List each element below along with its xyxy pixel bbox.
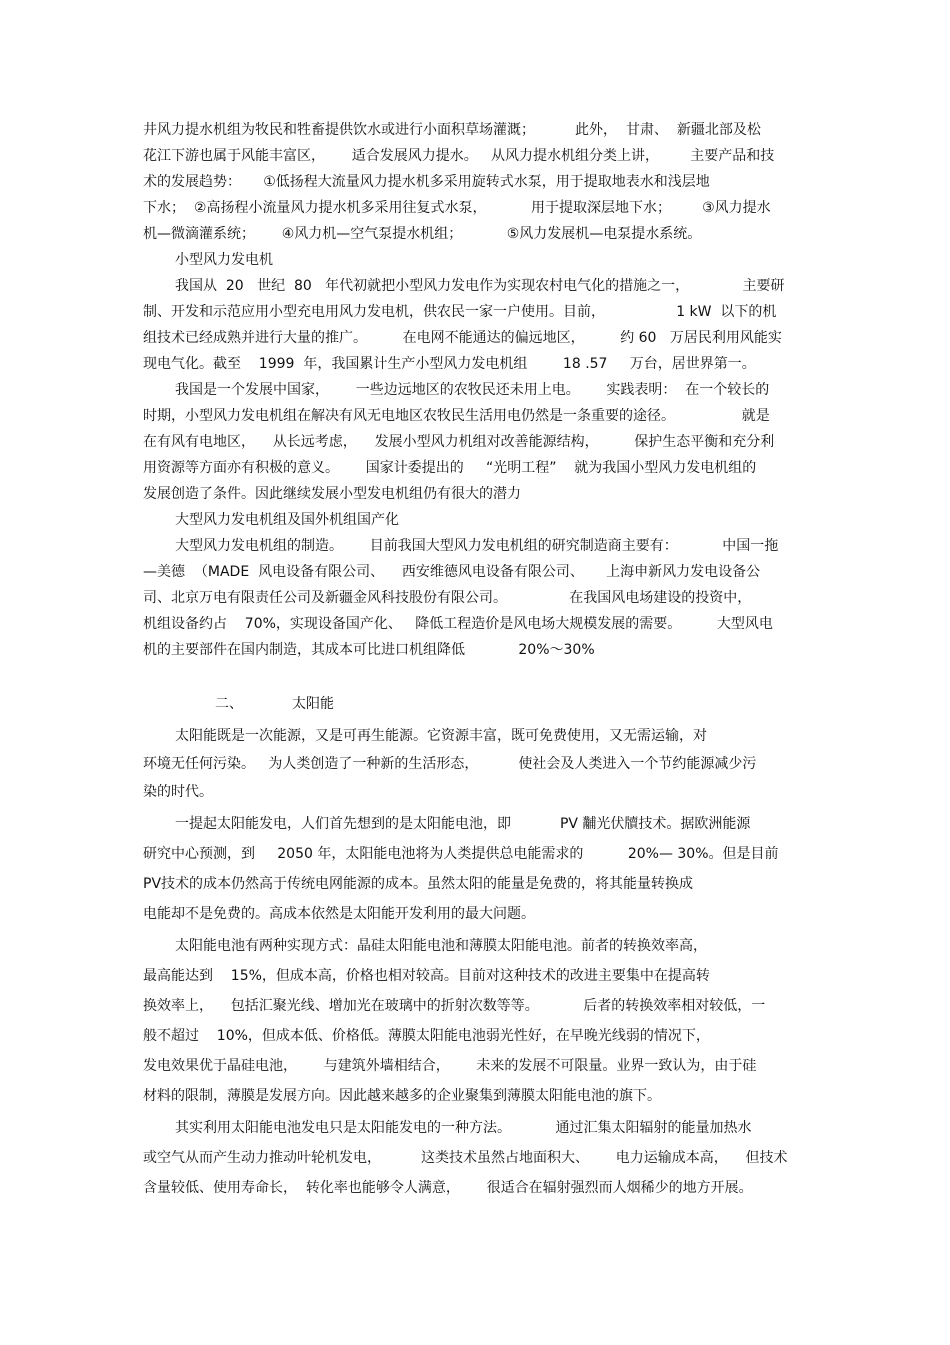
text-line: 我国从 20 世纪 80 年代初就把小型风力发电作为实现农村电气化的措施之一， 主要研 [175, 278, 785, 294]
text-line: 染的时代。 [143, 784, 213, 800]
text-line: 用资源等方面亦有积极的意义。 国家计委提出的 “光明工程” 就为我国小型风力发电机组的 [143, 460, 757, 476]
text-line: 环境无任何污染。 为人类创造了一种新的生活形态， 使社会及人类进入一个节约能源减少污 [143, 756, 757, 772]
text-line: —美德 （MADE 风电设备有限公司、 西安维德风电设备有限公司、 上海申新风力发电设备公 [143, 564, 761, 580]
text-line: 花江下游也属于风能丰富区， 适合发展风力提水。 从风力提水机组分类上讲， 主要产品和技 [143, 148, 775, 164]
text-line: 大型风力发电机组的制造。 目前我国大型风力发电机组的研究制造商主要有： 中国一拖 [175, 538, 779, 554]
text-line: 在有风有电地区， 从长远考虑， 发展小型风力机组对改善能源结构， 保护生态平衡和充分利 [143, 434, 775, 450]
text-line: 现电气化。截至 1999 年，我国累计生产小型风力发电机组 18 .57 万台，居世界第一。 [143, 356, 756, 372]
text-line: 组技术已经成熟并进行大量的推广。 在电网不能通达的偏远地区， 约 60 万居民利用风能实 [143, 330, 782, 346]
subheading-small-wind-turbine: 小型风力发电机 [175, 252, 273, 268]
text-line: 发电效果优于晶硅电池， 与建筑外墙相结合， 未来的发展不可限量。业界一致认为，由于硅 [143, 1058, 757, 1074]
text-line: 井风力提水机组为牧民和牲畜提供饮水或进行小面积草场灌溉； 此外， 甘肃、 新疆北部及松 [143, 122, 761, 138]
text-line: 其实利用太阳能电池发电只是太阳能发电的一种方法。 通过汇集太阳辐射的能量加热水 [175, 1120, 752, 1136]
text-line: 一提起太阳能发电，人们首先想到的是太阳能电池，即 PV 黼光伏牘技术。据欧洲能源 [175, 816, 751, 832]
text-line: 发展创造了条件。因此继续发展小型发电机组仍有很大的潜力 [143, 486, 521, 502]
text-line: 机—微滴灌系统； ④风力机—空气泵提水机组； ⑤风力发展机—电泵提水系统。 [143, 226, 702, 242]
text-line: 机的主要部件在国内制造，其成本可比进口机组降低 20%～30% [143, 642, 595, 658]
text-line: 制、开发和示范应用小型充电用风力发电机，供农民一家一户使用。目前， 1 kW 以下的机 [143, 304, 777, 320]
text-line: 机组设备约占 70%，实现设备国产化、 降低工程造价是风电场大规模发展的需要。 大型风电 [143, 616, 773, 632]
text-line: 研究中心预测，到 2050 年，太阳能电池将为人类提供总电能需求的 20%— 30%。但是目前 [143, 846, 779, 862]
text-line: 时期，小型风力发电机组在解决有风无电地区农牧民生活用电仍然是一条重要的途径。 就是 [143, 408, 770, 424]
text-line: 或空气从而产生动力推动叶轮机发电， 这类技术虽然占地面积大、 电力运输成本高， 但技术 [143, 1150, 788, 1166]
text-line: 材料的限制，薄膜是发展方向。因此越来越多的企业聚集到薄膜太阳能电池的旗下。 [143, 1088, 661, 1104]
text-line: 我国是一个发展中国家， 一些边远地区的农牧民还未用上电。 实践表明： 在一个较长的 [175, 382, 770, 398]
text-line: 太阳能电池有两种实现方式：晶硅太阳能电池和薄膜太阳能电池。前者的转换效率高， [175, 938, 707, 954]
text-line: 换效率上， 包括汇聚光线、增加光在玻璃中的折射次数等等。 后者的转换效率相对较低，一 [143, 998, 766, 1014]
text-line: 太阳能既是一次能源，又是可再生能源。它资源丰富，既可免费使用，又无需运输，对 [175, 728, 707, 744]
text-line: 含量较低、使用寿命长， 转化率也能够令人满意， 很适合在辐射强烈而人烟稀少的地方开展。 [143, 1180, 753, 1196]
text-line: 最高能达到 15%，但成本高，价格也相对较高。目前对这种技术的改进主要集中在提高转 [143, 968, 710, 984]
text-line: 电能却不是免费的。高成本依然是太阳能开发利用的最大问题。 [143, 906, 535, 922]
text-line: 下水； ②高扬程小流量风力提水机多采用往复式水泵， 用于提取深层地下水； ③风力提水 [143, 200, 771, 216]
text-line: 术的发展趋势： ①低扬程大流量风力提水机多采用旋转式水泵，用于提取地表水和浅层地 [143, 174, 710, 190]
text-line: PV技术的成本仍然高于传统电网能源的成本。虽然太阳的能量是免费的，将其能量转换成 [143, 876, 694, 892]
text-line: 般不超过 10%，但成本低、价格低。薄膜太阳能电池弱光性好，在早晚光线弱的情况下， [143, 1028, 710, 1044]
text-line: 司、北京万电有限责任公司及新疆金风科技股份有限公司。 在我国风电场建设的投资中， [143, 590, 752, 606]
subheading-large-wind-turbine: 大型风力发电机组及国外机组国产化 [175, 512, 399, 528]
section-heading-solar: 二、 太阳能 [215, 696, 334, 712]
